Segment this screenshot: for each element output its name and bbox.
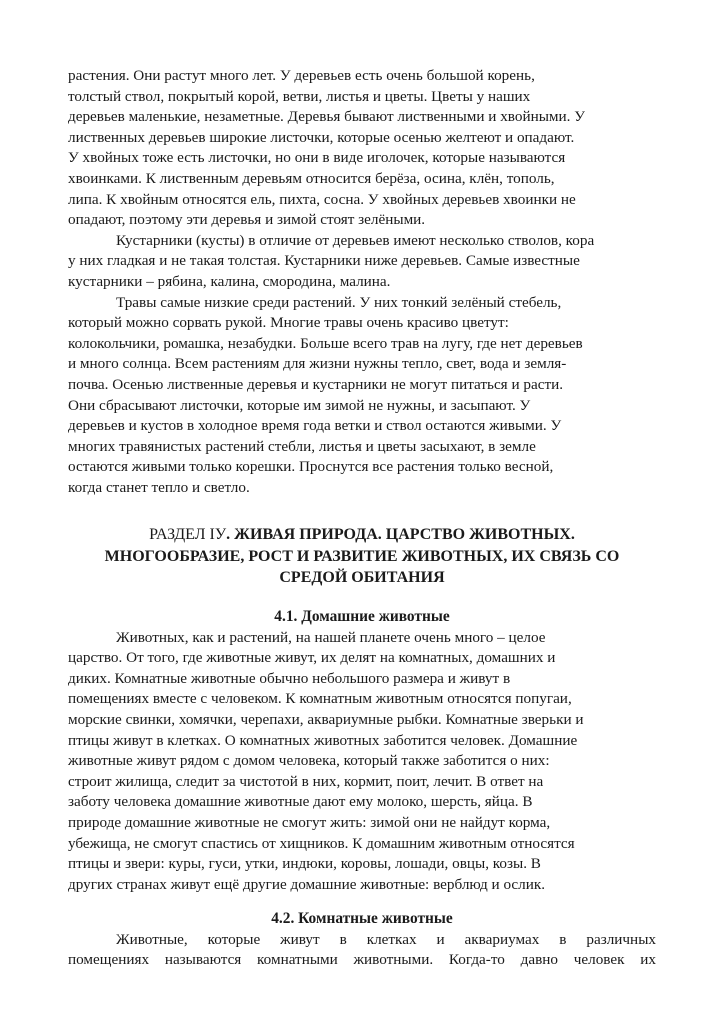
text-line: остаются живыми только корешки. Проснутся все растения только весной, [68, 458, 554, 476]
text-line: опадают, поэтому эти деревья и зимой стоят зелёными. [68, 211, 426, 229]
text-line: многих травянистых растений стебли, листья и цветы засыхают, в земле [68, 437, 536, 455]
section-heading [68, 524, 656, 589]
text-line: строит жилища, следит за чистотой в них, кормит, поит, лечит. В ответ на [68, 772, 544, 790]
text-line: птицы и звери: куры, гуси, утки, индюки, коровы, лошади, овцы, козы. В [68, 855, 541, 873]
section-heading-title: . ЖИВАЯ ПРИРОДА. ЦАРСТВО ЖИВОТНЫХ. [226, 526, 575, 544]
text-line: Травы самые низкие среди растений. У них тонкий зелёный стебель, [116, 293, 562, 311]
text-line: природе домашние животные не смогут жить: зимой они не найдут корма, [68, 813, 551, 831]
text-line: деревьев маленькие, незаметные. Деревья бывают лиственными и хвойными. У [68, 108, 586, 126]
domestic-animals-paragraph [68, 628, 656, 896]
plants-paragraph [68, 66, 656, 231]
text-line: помещениях вместе с человеком. К комнатным животным относятся попугаи, [68, 690, 572, 708]
text-line: заботу человека домашние животные дают ему молоко, шерсть, яйца. В [68, 793, 533, 811]
indoor-animals-paragraph [68, 930, 656, 971]
text-line: растения. Они растут много лет. У деревьев есть очень большой корень, [68, 67, 535, 84]
section-heading-line [68, 524, 656, 546]
text-line: толстый ствол, покрытый корой, ветви, листья и цветы. Цветы у наших [68, 87, 531, 105]
text-line: липа. К хвойным относятся ель, пихта, сосна. У хвойных деревьев хвоинки не [68, 190, 576, 208]
text-line: деревьев и кустов в холодное время года ветки и ствол остаются живыми. У [68, 417, 562, 435]
section-heading-prefix: РАЗДЕЛ IУ [149, 526, 227, 544]
text-line: помещениях называются комнатными животными. Когда-то давно человек их [68, 951, 656, 969]
text-line: Кустарники (кусты) в отличие от деревьев имеют несколько стволов, кора [116, 231, 595, 249]
text-line: когда станет тепло и светло. [68, 478, 250, 496]
text-line: кустарники – рябина, калина, смородина, малина. [68, 272, 391, 290]
grass-paragraph [68, 293, 656, 499]
text-line: колокольчики, ромашка, незабудки. Больше всего трав на лугу, где нет деревьев [68, 334, 583, 352]
shrubs-paragraph [68, 231, 656, 293]
subsection-title-indoor: 4.2. Комнатные животные [271, 910, 453, 928]
text-line: почва. Осенью лиственные деревья и кустарники не могут питаться и расти. [68, 375, 564, 393]
text-line: царство. От того, где животные живут, их делят на комнатных, домашних и [68, 649, 556, 667]
text-line: диких. Комнатные животные обычно небольшого размера и живут в [68, 669, 511, 687]
text-line: убежища, не смогут спастись от хищников. К домашним животным относятся [68, 834, 575, 852]
document-page [68, 66, 656, 971]
text-line: птицы живут в клетках. О комнатных животных заботится человек. Домашние [68, 731, 578, 749]
section-heading-line: СРЕДОЙ ОБИТАНИЯ [279, 569, 445, 587]
text-line: который можно сорвать рукой. Многие травы очень красиво цветут: [68, 314, 509, 332]
section-heading-line: МНОГООБРАЗИЕ, РОСТ И РАЗВИТИЕ ЖИВОТНЫХ, ИХ СВЯЗЬ СО [104, 547, 620, 565]
text-line: Животные, которые живут в клетках и аквариумах в различных [116, 930, 656, 948]
text-line: у них гладкая и не такая толстая. Кустарники ниже деревьев. Самые известные [68, 252, 580, 270]
text-line: хвоинками. К лиственным деревьям относится берёза, осина, клён, тополь, [68, 169, 555, 187]
text-line: и много солнца. Всем растениям для жизни нужны тепло, свет, вода и земля- [68, 355, 567, 373]
text-line: лиственных деревьев широкие листочки, которые осенью желтеют и опадают. [68, 128, 575, 146]
subsection-title-domestic: 4.1. Домашние животные [274, 607, 450, 625]
text-line: Они сбрасывают листочки, которые им зимой не нужны, и засыпают. У [68, 396, 531, 414]
text-line: Животных, как и растений, на нашей планете очень много – целое [116, 628, 546, 646]
text-line: других странах живут ещё другие домашние животные: верблюд и ослик. [68, 875, 546, 893]
text-line: животные живут рядом с домом человека, который также заботится о них: [68, 752, 550, 770]
text-line: У хвойных тоже есть листочки, но они в виде иголочек, которые называются [68, 149, 566, 167]
text-line: морские свинки, хомячки, черепахи, аквариумные рыбки. Комнатные зверьки и [68, 710, 584, 728]
